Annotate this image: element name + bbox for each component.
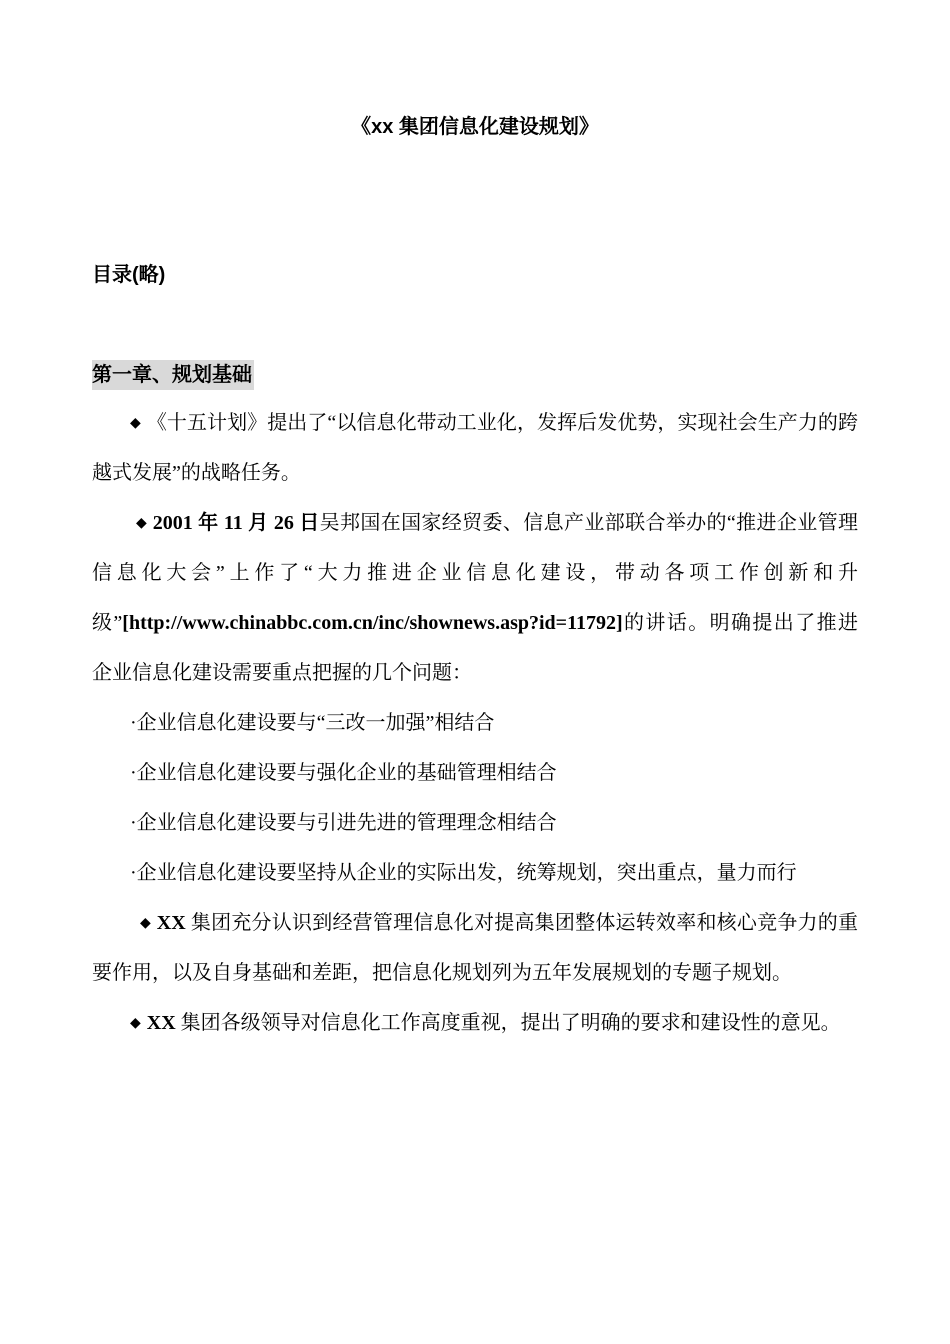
paragraph-text: 吴邦国在国家经贸委、信息产业部联合举办的“推进企业管理信息化大会”上作了“大力推进企业信息化建设，带动各项工作创新和升级”: [92, 512, 858, 634]
diamond-bullet-icon: ◆: [140, 915, 151, 931]
paragraph-text: 集团各级领导对信息化工作高度重视，提出了明确的要求和建设性的意见。: [175, 1012, 841, 1034]
diamond-bullet-icon: ◆: [136, 515, 147, 531]
list-item: ·企业信息化建设要坚持从企业的实际出发，统筹规划，突出重点，量力而行: [130, 862, 797, 884]
list-item: ·企业信息化建设要与“三改一加强”相结合: [130, 712, 495, 734]
paragraph-lead: XX: [146, 1012, 176, 1034]
paragraph-leadership: [92, 998, 858, 1048]
document-body: [92, 398, 858, 1048]
list-item: ·企业信息化建设要与引进先进的管理理念相结合: [130, 812, 557, 834]
paragraph-text: 集团充分认识到经营管理信息化对提高集团整体运转效率和核心竞争力的重要作用，以及自身基础和差距，把信息化规划列为五年发展规划的专题子规划。: [92, 912, 858, 984]
paragraph-date: 2001 年 11 月 26 日: [152, 512, 320, 534]
list-item: ·企业信息化建设要与强化企业的基础管理相结合: [130, 762, 557, 784]
paragraph-text: 《十五计划》提出了“以信息化带动工业化，发挥后发优势，实现社会生产力的跨越式发展”的战略任务。: [92, 412, 858, 484]
diamond-bullet-icon: ◆: [130, 415, 141, 431]
source-url: [http://www.chinabbc.com.cn/inc/shownews.asp?id=11792]: [122, 612, 623, 634]
paragraph-group-awareness: [92, 898, 858, 998]
diamond-bullet-icon: ◆: [130, 1015, 141, 1031]
document-title: 《xx 集团信息化建设规划》: [351, 116, 599, 138]
paragraph-conference: [92, 498, 858, 698]
toc-label: 目录(略): [92, 264, 166, 286]
paragraph-fifteen-plan: [92, 398, 858, 498]
chapter-heading: 第一章、规划基础: [92, 360, 254, 390]
paragraph-lead: XX: [156, 912, 186, 934]
paragraph-tail: 的讲话。明确提出了推进企业信息化建设需要重点把握的几个问题：: [92, 612, 858, 684]
